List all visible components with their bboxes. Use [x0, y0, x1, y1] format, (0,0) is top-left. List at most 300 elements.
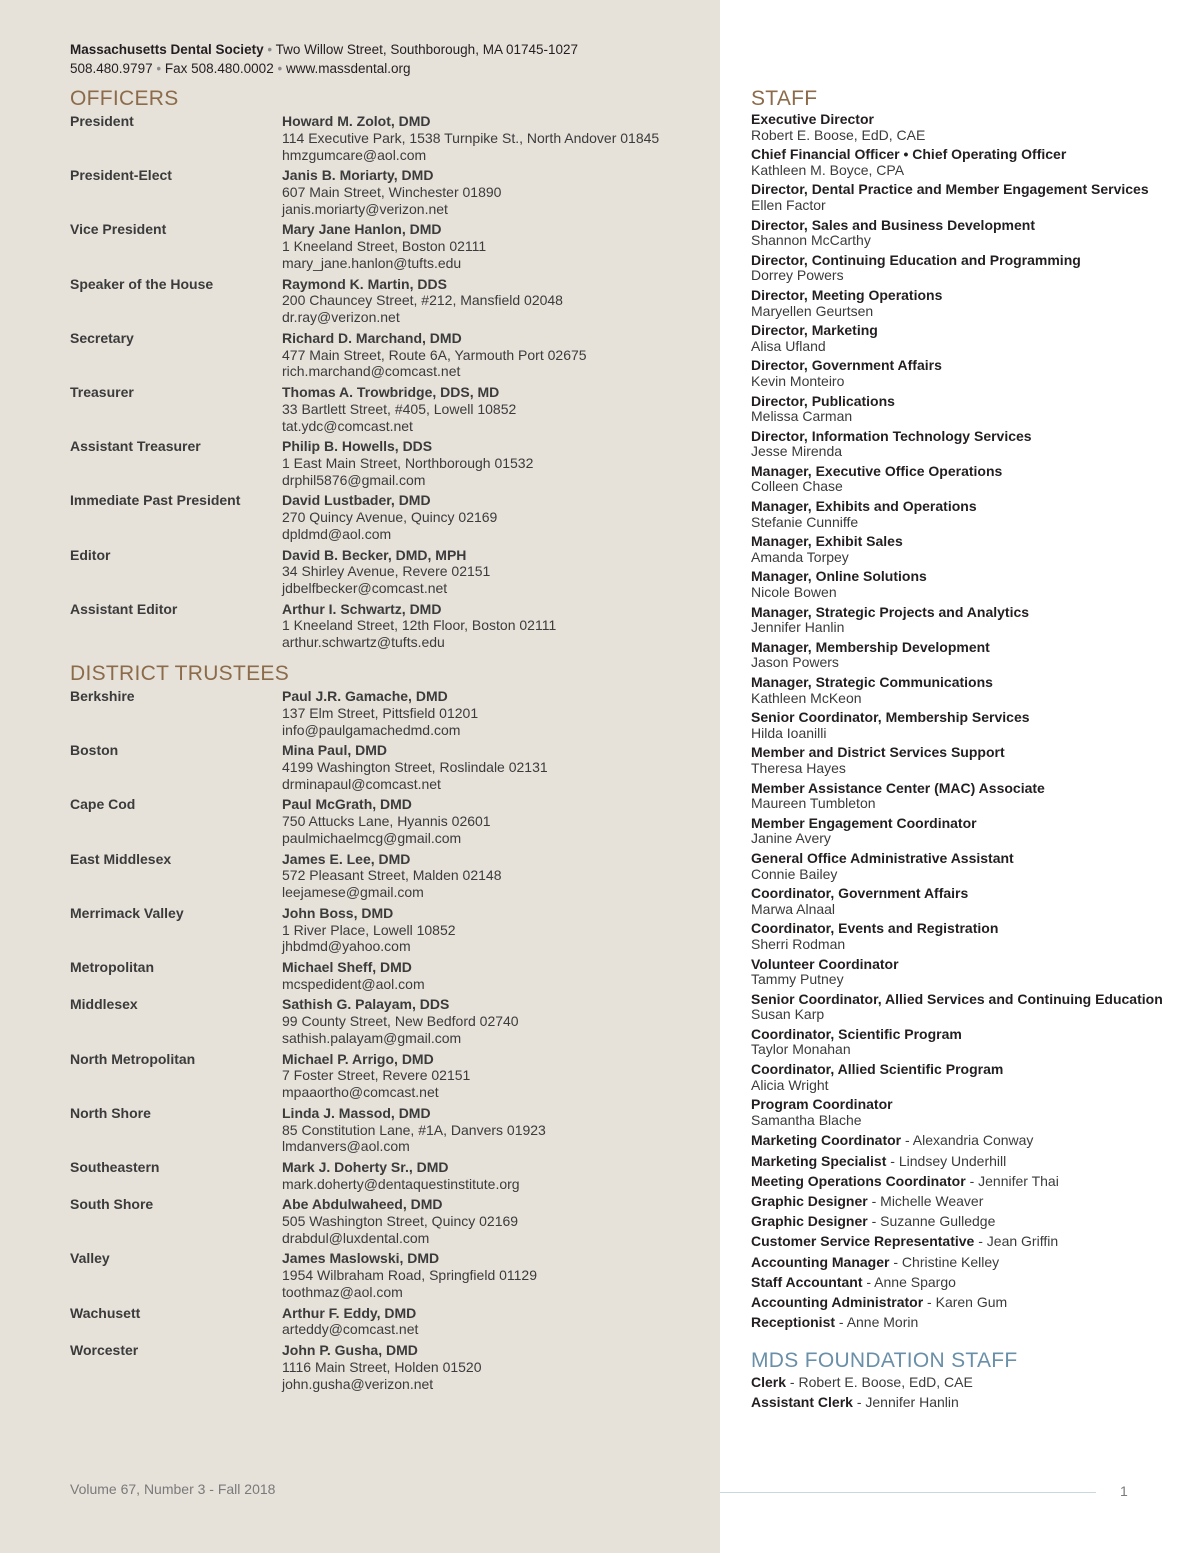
entry-address: 34 Shirley Avenue, Revere 02151 — [282, 563, 491, 580]
staff-name: Michelle Weaver — [880, 1193, 984, 1209]
entry-role: Worcester — [70, 1342, 139, 1359]
staff-name: Marwa Alnaal — [751, 900, 836, 917]
staff-title: Member Assistance Center (MAC) Associate — [751, 779, 1045, 796]
entry-email[interactable]: dpldmd@aol.com — [282, 525, 392, 542]
staff-name: Lindsey Underhill — [898, 1152, 1007, 1169]
directory-entry — [70, 492, 710, 542]
entry-name: David B. Becker, DMD, MPH — [282, 546, 467, 563]
directory-entry — [70, 276, 710, 326]
staff-entry — [751, 886, 1171, 917]
staff-inline-entry — [751, 1213, 1171, 1229]
entry-role: Editor — [70, 546, 111, 563]
entry-name: James E. Lee, DMD — [282, 850, 411, 867]
dash-separator: - — [867, 1213, 881, 1230]
staff-entry — [751, 1062, 1171, 1093]
staff-entry — [751, 605, 1171, 636]
entry-info — [282, 996, 710, 1046]
entry-email[interactable]: janis.moriarty@verizon.net — [282, 200, 448, 217]
staff-title: Accounting Manager — [751, 1253, 890, 1270]
staff-heading: STAFF — [751, 87, 818, 110]
entry-name: John Boss, DMD — [282, 904, 394, 921]
entry-name: Mina Paul, DMD — [282, 742, 388, 759]
district-trustees-list — [70, 688, 710, 1396]
staff-entry — [751, 323, 1171, 354]
staff-title: Coordinator, Allied Scientific Program — [751, 1061, 1004, 1078]
staff-entry — [751, 182, 1171, 213]
entry-address: 4199 Washington Street, Roslindale 02131 — [282, 758, 548, 775]
staff-inline-entry — [751, 1153, 1171, 1169]
footer-divider — [720, 1492, 1096, 1493]
entry-email[interactable]: drabdul@luxdental.com — [282, 1229, 430, 1246]
entry-email[interactable]: arteddy@comcast.net — [282, 1321, 419, 1338]
staff-title: Receptionist — [751, 1314, 836, 1331]
entry-role: Boston — [70, 742, 119, 759]
staff-name: Nicole Bowen — [751, 584, 837, 601]
staff-title: Director, Publications — [751, 392, 895, 409]
dash-separator: - — [923, 1293, 936, 1310]
entry-name: Philip B. Howells, DDS — [282, 438, 433, 455]
staff-entry — [751, 710, 1171, 741]
staff-entry — [751, 358, 1171, 389]
org-name: Massachusetts Dental Society — [70, 42, 264, 57]
staff-name: Robert E. Boose, EdD, CAE — [798, 1374, 973, 1391]
entry-email[interactable]: mpaaortho@comcast.net — [282, 1084, 439, 1101]
entry-address: 505 Washington Street, Quincy 02169 — [282, 1213, 519, 1230]
staff-entry — [751, 147, 1171, 178]
staff-title: Manager, Exhibit Sales — [751, 533, 903, 550]
entry-address: 1 East Main Street, Northborough 01532 — [282, 454, 534, 471]
officers-heading: OFFICERS — [70, 87, 179, 110]
staff-title: Clerk — [751, 1374, 787, 1391]
entry-email[interactable]: mark.doherty@dentaquestinstitute.org — [282, 1175, 520, 1192]
dash-separator: - — [867, 1193, 881, 1209]
entry-role: Wachusett — [70, 1304, 141, 1321]
staff-name: Anne Morin — [846, 1314, 919, 1331]
entry-email[interactable]: sathish.palayam@gmail.com — [282, 1029, 462, 1046]
entry-email[interactable]: jdbelfbecker@comcast.net — [282, 580, 448, 597]
staff-title: Marketing Coordinator — [751, 1132, 902, 1149]
entry-info — [282, 1305, 710, 1339]
entry-spacer — [70, 1392, 710, 1396]
staff-name: Alexandria Conway — [912, 1132, 1034, 1149]
staff-title: Manager, Executive Office Operations — [751, 462, 1003, 479]
staff-name: Sherri Rodman — [751, 935, 846, 952]
district-trustees-heading: DISTRICT TRUSTEES — [70, 662, 290, 685]
staff-title: Coordinator, Scientific Program — [751, 1025, 962, 1042]
org-phone: 508.480.9797 — [70, 61, 153, 76]
staff-inline-entry — [751, 1374, 1171, 1390]
staff-inline-entry — [751, 1394, 1171, 1410]
staff-entry — [751, 218, 1171, 249]
entry-info — [282, 1342, 710, 1392]
entry-info — [282, 492, 710, 542]
entry-name: Richard D. Marchand, DMD — [282, 329, 462, 346]
entry-name: Janis B. Moriarty, DMD — [282, 167, 434, 184]
directory-entry — [70, 1105, 710, 1155]
staff-name: Jennifer Thai — [978, 1172, 1059, 1189]
entry-email[interactable]: arthur.schwartz@tufts.edu — [282, 634, 445, 651]
entry-address: 85 Constitution Lane, #1A, Danvers 01923 — [282, 1121, 546, 1138]
directory-entry — [70, 384, 710, 434]
entry-role: Assistant Editor — [70, 600, 178, 617]
directory-entry — [70, 1196, 710, 1246]
staff-title: Coordinator, Events and Registration — [751, 920, 999, 937]
entry-name: Mark J. Doherty Sr., DMD — [282, 1158, 449, 1175]
entry-info — [282, 1159, 710, 1193]
staff-title: Member Engagement Coordinator — [751, 814, 977, 831]
entry-info — [282, 1105, 710, 1155]
dash-separator: - — [852, 1394, 866, 1411]
staff-inline-entry — [751, 1233, 1171, 1249]
entry-email[interactable]: john.gusha@verizon.net — [282, 1375, 434, 1392]
staff-inline-entry — [751, 1274, 1171, 1290]
staff-column — [751, 86, 1171, 1415]
staff-name: Tammy Putney — [751, 971, 844, 988]
staff-entry — [751, 534, 1171, 565]
staff-entry — [751, 112, 1171, 143]
entry-address: 99 County Street, New Bedford 02740 — [282, 1013, 519, 1030]
staff-list — [751, 112, 1171, 1128]
staff-title: Meeting Operations Coordinator — [751, 1172, 966, 1189]
staff-title: Marketing Specialist — [751, 1152, 887, 1169]
entry-info — [282, 1051, 710, 1101]
entry-name: Raymond K. Martin, DDS — [282, 275, 447, 292]
staff-title: Director, Sales and Business Development — [751, 216, 1035, 233]
staff-entry — [751, 253, 1171, 284]
staff-name: Susan Karp — [751, 1006, 825, 1023]
staff-title: Volunteer Coordinator — [751, 955, 899, 972]
entry-role: Treasurer — [70, 383, 134, 400]
staff-entry — [751, 851, 1171, 882]
directory-entry — [70, 796, 710, 846]
entry-info — [282, 851, 710, 901]
entry-email[interactable]: mary_jane.hanlon@tufts.edu — [282, 254, 462, 271]
entry-address: 572 Pleasant Street, Malden 02148 — [282, 867, 502, 884]
staff-name: Janine Avery — [751, 830, 831, 847]
entry-address: 33 Bartlett Street, #405, Lowell 10852 — [282, 400, 517, 417]
entry-role: North Metropolitan — [70, 1050, 196, 1067]
officers-list — [70, 113, 710, 655]
staff-entry — [751, 675, 1171, 706]
staff-name: Amanda Torpey — [751, 548, 849, 565]
directory-entry — [70, 330, 710, 380]
entry-address: 270 Quincy Avenue, Quincy 02169 — [282, 509, 498, 526]
directory-entry — [70, 742, 710, 792]
entry-info — [282, 167, 710, 217]
staff-name: Kathleen M. Boyce, CPA — [751, 161, 905, 178]
directory-entry — [70, 688, 710, 738]
entry-address: 137 Elm Street, Pittsfield 01201 — [282, 704, 479, 721]
staff-name: Jennifer Hanlin — [751, 619, 845, 636]
staff-title: General Office Administrative Assistant — [751, 849, 1014, 866]
entry-name: Michael Sheff, DMD — [282, 958, 412, 975]
entry-role: Middlesex — [70, 996, 138, 1013]
entry-info — [282, 113, 710, 163]
staff-inline-entry — [751, 1254, 1171, 1270]
masthead-line-2 — [70, 59, 710, 78]
staff-name: Karen Gum — [935, 1293, 1008, 1310]
staff-title: Senior Coordinator, Membership Services — [751, 709, 1030, 726]
entry-name: Howard M. Zolot, DMD — [282, 113, 431, 129]
staff-name: Anne Spargo — [874, 1273, 956, 1290]
staff-title: Coordinator, Government Affairs — [751, 885, 969, 902]
dash-separator: - — [974, 1233, 987, 1250]
directory-entry — [70, 547, 710, 597]
staff-title: Graphic Designer — [751, 1193, 868, 1209]
entry-email[interactable]: dr.ray@verizon.net — [282, 309, 400, 326]
staff-entry — [751, 992, 1171, 1023]
staff-title: Senior Coordinator, Allied Services and Continuing Education — [751, 990, 1163, 1007]
staff-title: Manager, Strategic Communications — [751, 674, 993, 690]
separator-dot: • — [267, 42, 273, 57]
entry-name: Linda J. Massod, DMD — [282, 1104, 431, 1121]
entry-address: 1 Kneeland Street, 12th Floor, Boston 02111 — [282, 617, 557, 634]
entry-info — [282, 742, 710, 792]
entry-name: Abe Abdulwaheed, DMD — [282, 1196, 443, 1213]
dash-separator: - — [886, 1152, 899, 1169]
directory-entry — [70, 1305, 710, 1339]
entry-email[interactable]: leejamese@gmail.com — [282, 884, 424, 901]
staff-entry — [751, 957, 1171, 988]
entry-info — [282, 1196, 710, 1246]
staff-title: Customer Service Representative — [751, 1233, 975, 1250]
staff-name: Colleen Chase — [751, 478, 843, 495]
staff-name: Alicia Wright — [751, 1076, 829, 1093]
dash-separator: - — [889, 1253, 902, 1270]
staff-entry — [751, 569, 1171, 600]
entry-address: 1954 Wilbraham Road, Springfield 01129 — [282, 1267, 538, 1284]
staff-inline-entry — [751, 1173, 1171, 1189]
dash-separator: - — [835, 1314, 847, 1331]
directory-entry — [70, 1250, 710, 1300]
entry-role: Vice President — [70, 221, 167, 238]
separator-dot: • — [156, 61, 162, 76]
entry-email[interactable]: drminapaul@comcast.net — [282, 775, 441, 792]
entry-role: President-Elect — [70, 167, 172, 184]
entry-email[interactable]: info@paulgamachedmd.com — [282, 721, 461, 738]
entry-address: 1 River Place, Lowell 10852 — [282, 921, 456, 938]
entry-address: 607 Main Street, Winchester 01890 — [282, 183, 502, 200]
directory-entry — [70, 1342, 710, 1392]
entry-role: Southeastern — [70, 1158, 160, 1175]
entry-role: Speaker of the House — [70, 275, 214, 292]
staff-title: Graphic Designer — [751, 1213, 868, 1230]
entry-role: Berkshire — [70, 688, 135, 704]
staff-inline-list — [751, 1132, 1171, 1330]
directory-entry — [70, 1159, 710, 1193]
staff-title: Manager, Online Solutions — [751, 568, 927, 585]
masthead-line-1 — [70, 40, 710, 59]
staff-name: Hilda Ioanilli — [751, 724, 827, 741]
entry-role: Assistant Treasurer — [70, 438, 201, 455]
staff-name: Shannon McCarthy — [751, 232, 871, 249]
directory-entry — [70, 167, 710, 217]
entry-info — [282, 438, 710, 488]
staff-title: Director, Marketing — [751, 322, 878, 339]
entry-info — [282, 221, 710, 271]
entry-info — [282, 601, 710, 651]
entry-info — [282, 276, 710, 326]
entry-info — [282, 688, 710, 738]
staff-name: Stefanie Cunniffe — [751, 513, 859, 530]
entry-role: Cape Cod — [70, 796, 136, 813]
directory-entry — [70, 1051, 710, 1101]
entry-name: Arthur I. Schwartz, DMD — [282, 600, 442, 617]
staff-title: Chief Financial Officer • Chief Operating Officer — [751, 146, 1067, 163]
staff-title: Manager, Strategic Projects and Analytics — [751, 603, 1030, 620]
staff-title: Assistant Clerk — [751, 1394, 853, 1411]
staff-entry — [751, 816, 1171, 847]
entry-name: John P. Gusha, DMD — [282, 1342, 418, 1359]
entry-role: Immediate Past President — [70, 492, 241, 509]
staff-entry — [751, 921, 1171, 952]
staff-title: Director, Information Technology Services — [751, 427, 1032, 444]
staff-name: Maureen Tumbleton — [751, 795, 876, 812]
entry-info — [282, 547, 710, 597]
page-number: 1 — [1120, 1483, 1128, 1499]
entry-role: East Middlesex — [70, 850, 172, 867]
staff-title: Staff Accountant — [751, 1273, 863, 1290]
entry-name: Arthur F. Eddy, DMD — [282, 1304, 417, 1321]
staff-title: Director, Dental Practice and Member Engagement Services — [751, 181, 1149, 198]
staff-entry — [751, 1097, 1171, 1128]
staff-title: Accounting Administrator — [751, 1293, 924, 1310]
directory-entry — [70, 221, 710, 271]
dash-separator: - — [901, 1132, 913, 1149]
staff-name: Kevin Monteiro — [751, 372, 845, 389]
staff-name: Melissa Carman — [751, 408, 853, 425]
entry-role: President — [70, 113, 134, 129]
org-website[interactable]: www.massdental.org — [285, 61, 411, 76]
entry-address: 750 Attucks Lane, Hyannis 02601 — [282, 813, 491, 830]
staff-entry — [751, 429, 1171, 460]
entry-info — [282, 959, 710, 993]
directory-entry — [70, 438, 710, 488]
entry-email[interactable]: paulmichaelmcg@gmail.com — [282, 829, 462, 846]
staff-entry — [751, 394, 1171, 425]
entry-name: James Maslowski, DMD — [282, 1250, 440, 1267]
entry-info — [282, 384, 710, 434]
entry-info — [282, 1250, 710, 1300]
entry-email[interactable]: hmzgumcare@aol.com — [282, 146, 427, 163]
staff-entry — [751, 640, 1171, 671]
directory-entry — [70, 959, 710, 993]
entry-role: Secretary — [70, 329, 134, 346]
dash-separator: - — [965, 1172, 979, 1189]
staff-name: Samantha Blache — [751, 1111, 862, 1128]
entry-name: Sathish G. Palayam, DDS — [282, 996, 450, 1013]
entry-email[interactable]: toothmaz@aol.com — [282, 1284, 403, 1301]
entry-name: Mary Jane Hanlon, DMD — [282, 221, 442, 238]
masthead — [70, 40, 710, 78]
staff-title: Director, Continuing Education and Programming — [751, 251, 1081, 268]
entry-name: David Lustbader, DMD — [282, 492, 431, 509]
dash-separator: - — [862, 1273, 875, 1290]
directory-entry — [70, 996, 710, 1046]
entry-name: Paul J.R. Gamache, DMD — [282, 688, 448, 704]
entry-address: 7 Foster Street, Revere 02151 — [282, 1067, 471, 1084]
org-fax: Fax 508.480.0002 — [164, 61, 274, 76]
staff-name: Ellen Factor — [751, 196, 826, 213]
entry-name: Thomas A. Trowbridge, DDS, MD — [282, 383, 500, 400]
separator-dot: • — [277, 61, 283, 76]
staff-inline-entry — [751, 1193, 1171, 1209]
entry-role: South Shore — [70, 1196, 154, 1213]
staff-name: Jason Powers — [751, 654, 839, 671]
staff-name: Maryellen Geurtsen — [751, 302, 874, 319]
entry-info — [282, 905, 710, 955]
staff-inline-entry — [751, 1314, 1171, 1330]
staff-inline-entry — [751, 1294, 1171, 1310]
staff-title: Executive Director — [751, 111, 874, 127]
entry-role: North Shore — [70, 1104, 151, 1121]
entry-address: 114 Executive Park, 1538 Turnpike St., North Andover 01845 — [282, 129, 660, 146]
staff-name: Connie Bailey — [751, 865, 838, 882]
staff-title: Program Coordinator — [751, 1096, 893, 1113]
foundation-heading: MDS FOUNDATION STAFF — [751, 1349, 1018, 1373]
entry-info — [282, 330, 710, 380]
entry-name: Michael P. Arrigo, DMD — [282, 1050, 434, 1067]
entry-email[interactable]: jhbdmd@yahoo.com — [282, 938, 411, 955]
staff-title: Member and District Services Support — [751, 744, 1005, 761]
entry-role: Merrimack Valley — [70, 904, 184, 921]
entry-address: 477 Main Street, Route 6A, Yarmouth Port 02675 — [282, 346, 587, 363]
staff-name: Suzanne Gulledge — [880, 1213, 996, 1230]
staff-name: Jennifer Hanlin — [865, 1394, 959, 1411]
entry-email[interactable]: mcspedident@aol.com — [282, 975, 425, 992]
staff-name: Christine Kelley — [901, 1253, 1000, 1270]
entry-address: 1116 Main Street, Holden 01520 — [282, 1358, 482, 1375]
staff-entry — [751, 288, 1171, 319]
entry-email[interactable]: lmdanvers@aol.com — [282, 1138, 410, 1155]
entry-email[interactable]: tat.ydc@comcast.net — [282, 417, 413, 434]
org-address: Two Willow Street, Southborough, MA 01745-1027 — [275, 42, 579, 57]
staff-title: Manager, Membership Development — [751, 638, 990, 655]
directory-entry — [70, 113, 710, 163]
staff-title: Director, Meeting Operations — [751, 286, 943, 303]
issue-volume: Volume 67, Number 3 - Fall 2018 — [70, 1481, 276, 1497]
entry-info — [282, 796, 710, 846]
staff-entry — [751, 745, 1171, 776]
staff-name: Kathleen McKeon — [751, 689, 862, 706]
staff-name: Dorrey Powers — [751, 267, 844, 284]
entry-email[interactable]: rich.marchand@comcast.net — [282, 363, 461, 380]
entry-address: 200 Chauncey Street, #212, Mansfield 02048 — [282, 292, 563, 309]
staff-inline-entry — [751, 1132, 1171, 1148]
staff-entry — [751, 464, 1171, 495]
staff-title: Director, Government Affairs — [751, 357, 942, 374]
entry-address: 1 Kneeland Street, Boston 02111 — [282, 238, 487, 255]
staff-name: Alisa Ufland — [751, 337, 826, 354]
staff-name: Taylor Monahan — [751, 1041, 851, 1058]
directory-entry — [70, 905, 710, 955]
staff-name: Robert E. Boose, EdD, CAE — [751, 126, 926, 143]
entry-spacer — [70, 651, 710, 655]
staff-entry — [751, 499, 1171, 530]
staff-name: Jesse Mirenda — [751, 443, 843, 460]
directory-entry — [70, 601, 710, 651]
directory-entry — [70, 851, 710, 901]
entry-email[interactable]: drphil5876@gmail.com — [282, 471, 426, 488]
staff-title: Manager, Exhibits and Operations — [751, 498, 977, 515]
foundation-list — [751, 1374, 1171, 1410]
staff-entry — [751, 781, 1171, 812]
entry-role: Metropolitan — [70, 958, 154, 975]
entry-name: Paul McGrath, DMD — [282, 796, 412, 813]
staff-entry — [751, 1027, 1171, 1058]
dash-separator: - — [786, 1374, 799, 1391]
staff-name: Theresa Hayes — [751, 759, 846, 776]
